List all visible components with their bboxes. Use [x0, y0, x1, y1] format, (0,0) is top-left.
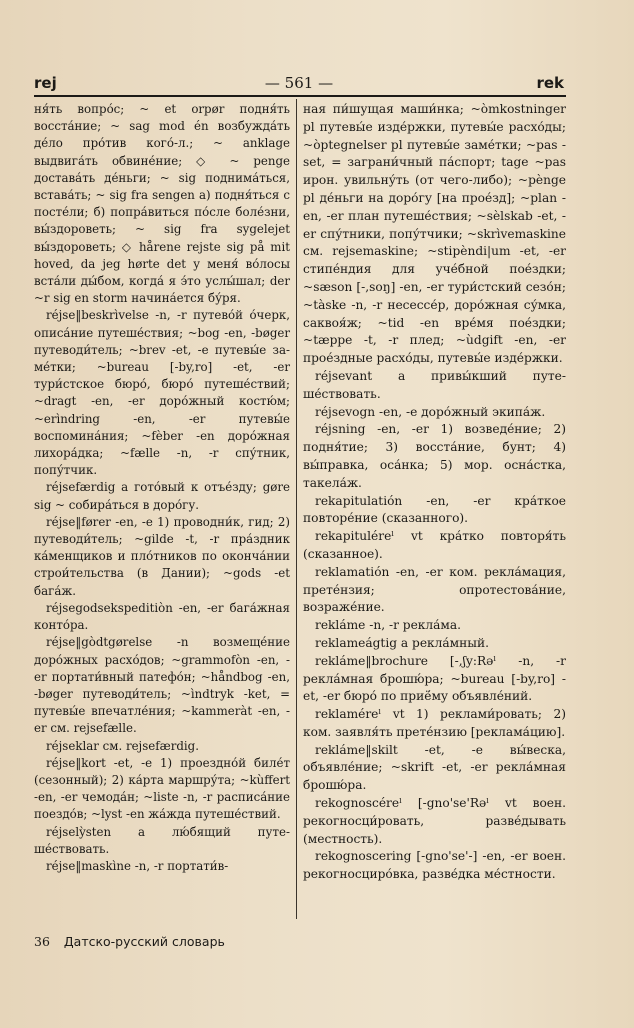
header-right-guide-word: rek	[536, 74, 564, 92]
dictionary-entry: reklameágtig a рекла́мный.	[315, 635, 489, 650]
dictionary-entry: reklaméreˡ vt 1) реклами́ровать; 2) ком. заявля́ть прете́нзию [реклама́цию].	[303, 707, 566, 739]
right-column	[303, 101, 566, 884]
page-header	[34, 74, 564, 96]
dictionary-entry: réjse‖maskìne -n, -r портати́в-	[46, 858, 229, 873]
dictionary-entry: réjsevogn -en, -e доро́жный экипа́ж.	[315, 404, 546, 419]
dictionary-entry: rekapitulatión -en, -er кра́ткое повторе́ние (сказанного).	[303, 493, 566, 526]
dictionary-entry: réjse‖beskrìvelse -n, -r путево́й о́черк, описа́ние путеше́ствия; ~bog -en, -bøger путеводи́тель; ~brev -et, -e путевы́е заме́тки; ~bureau [-by,ro] -et, -er тури́стское бюро́, бюро́ путеше́ствий; ~dragt -en, -er доро́жный костю́м; ~erìndring -en, -er путевы́е воспомина́ния; ~fèber -en доро́жная лихора́дка; ~fælle -n, -r спу́тник, попу́тчик.	[34, 308, 290, 478]
dictionary-entry: rekláme‖brochure [-,ʃy:Rəˡ -n, -r рекла́мная брошю́ра; ~bureau [-by,ro] -et, -er бюро́ по приё́му объявле́ний.	[303, 653, 566, 704]
dictionary-entry: réjsegodsekspeditiòn -en, -er бага́жная конто́ра.	[34, 600, 290, 633]
footer-title: Датско-русский словарь	[63, 934, 225, 949]
entry-continuation: ня́ть вопро́с; ~ et orpør подня́ть восста́ние; ~ sag mod én возбужда́ть де́ло про́тив кого́-л.; ~ anklage выдвига́ть обвине́ние; ◇ ~ penge достава́ть де́ньги; ~ sig поднима́ться, встава́ть; ~ sig fra sengen а) подня́ться с посте́ли; б) попра́виться по́сле боле́зни, вы́здороветь; ~ sig fra sygelejet вы́здороветь; ◇ hårene rejste sig på mit hoved, da jeg hørte det у меня́ во́лосы вста́ли ды́бом, когда́ я э́то услы́шал; der ~r sig en storm начина́ется бу́ря.	[34, 102, 290, 306]
dictionary-entry: réjse‖gòdtgørelse -n возмеще́ние доро́жных расхо́дов; ~grammofòn -en, -er портати́вный патефо́н; ~håndbog -en, -bøger путеводи́тель; ~ìndtryk -ket, = путевы́е впечатле́ния; ~kammeràt -en, -er см. rejsefælle.	[34, 635, 290, 736]
entry-continuation: ная пи́шущая маши́нка; ~òmkostninger pl путевы́е изде́ржки, путевы́е расхо́ды; ~òptegnelser pl путевы́е заме́тки; ~pas -set, = заграни́чный па́спорт; tage ~pas ирон. увильну́ть (от чего-либо); ~pènge pl де́ньги на доро́гу [на прое́зд]; ~plan -en, -er план путеше́ствия; ~sèlskab -et, -er спу́тники, попу́тчики; ~skrìvemaskine см. rejsemaskine; ~stipèndi|um -et, -er стипе́ндия для уче́бной пое́здки; ~sæson [-,soŋ] -en, -er тури́стский сезо́н; ~tàske -n, -r несессе́р, доро́жная су́мка, саквоя́ж; ~tid -en вре́мя пое́здки; ~tæppe -t, -r плед; ~ùdgift -en, -er прое́здные расхо́ды, путевы́е изде́ржки.	[303, 102, 566, 366]
dictionary-entry: reklamatión -en, -er ком. рекла́мация, прете́нзия; опротестова́ние, возраже́ние.	[303, 564, 566, 615]
dictionary-entry: rekláme‖skilt -et, -e вы́веска, объявле́ние; ~skrift -et, -er рекла́мная брошю́ра.	[303, 742, 566, 793]
dictionary-entry: rekognoscering [-gno'se'-] -en, -er воен. рекогносциро́вка, разве́дка ме́стности.	[303, 849, 566, 882]
dictionary-entry: réjseklar см. rejsefærdig.	[46, 738, 199, 753]
dictionary-entry: réjsevant a привы́кший путеше́ствовать.	[303, 368, 566, 401]
dictionary-entry: rekláme -n, -r рекла́ма.	[315, 618, 462, 633]
header-rule	[34, 95, 566, 97]
header-left-guide-word: rej	[34, 74, 57, 92]
dictionary-entry: rekapituléreˡ vt кра́тко повторя́ть (сказанное).	[303, 529, 566, 561]
dictionary-entry: réjse‖fører -en, -e 1) проводни́к, гид; 2) путеводи́тель; ~gilde -t, -r пра́здник ка́менщиков и пло́тников по оконча́нии строи́тельства (в Дании); ~gods -et бага́ж.	[34, 514, 290, 598]
signature-number: 36	[34, 934, 50, 949]
column-divider	[296, 99, 297, 919]
page-number: — 561 —	[264, 74, 334, 92]
dictionary-entry: réjsefærdig a гото́вый к отъе́зду; gøre sig ~ собира́ться в доро́гу.	[34, 480, 290, 512]
dictionary-entry: rekognoscéreˡ [-gno'se'Rəˡ vt воен. рекогносци́ровать, разве́дывать (местность).	[303, 796, 566, 846]
dictionary-entry: réjse‖kort -et, -e 1) проездно́й биле́т (сезонный); 2) ка́рта маршру́та; ~kùffert -en, -er чемода́н; ~liste -n, -r расписа́ние поездо́в; ~lyst -en жа́жда путеше́ствий.	[34, 755, 290, 822]
page-footer	[34, 934, 225, 949]
dictionary-entry: réjsning -en, -er 1) возведе́ние; 2) подня́тие; 3) восста́ние, бунт; 4) вы́правка, оса́нка; 5) мор. осна́стка, такела́ж.	[303, 422, 566, 490]
left-column	[34, 101, 290, 875]
dictionary-entry: réjselỳsten a лю́бящий путеше́ствовать.	[34, 824, 290, 856]
